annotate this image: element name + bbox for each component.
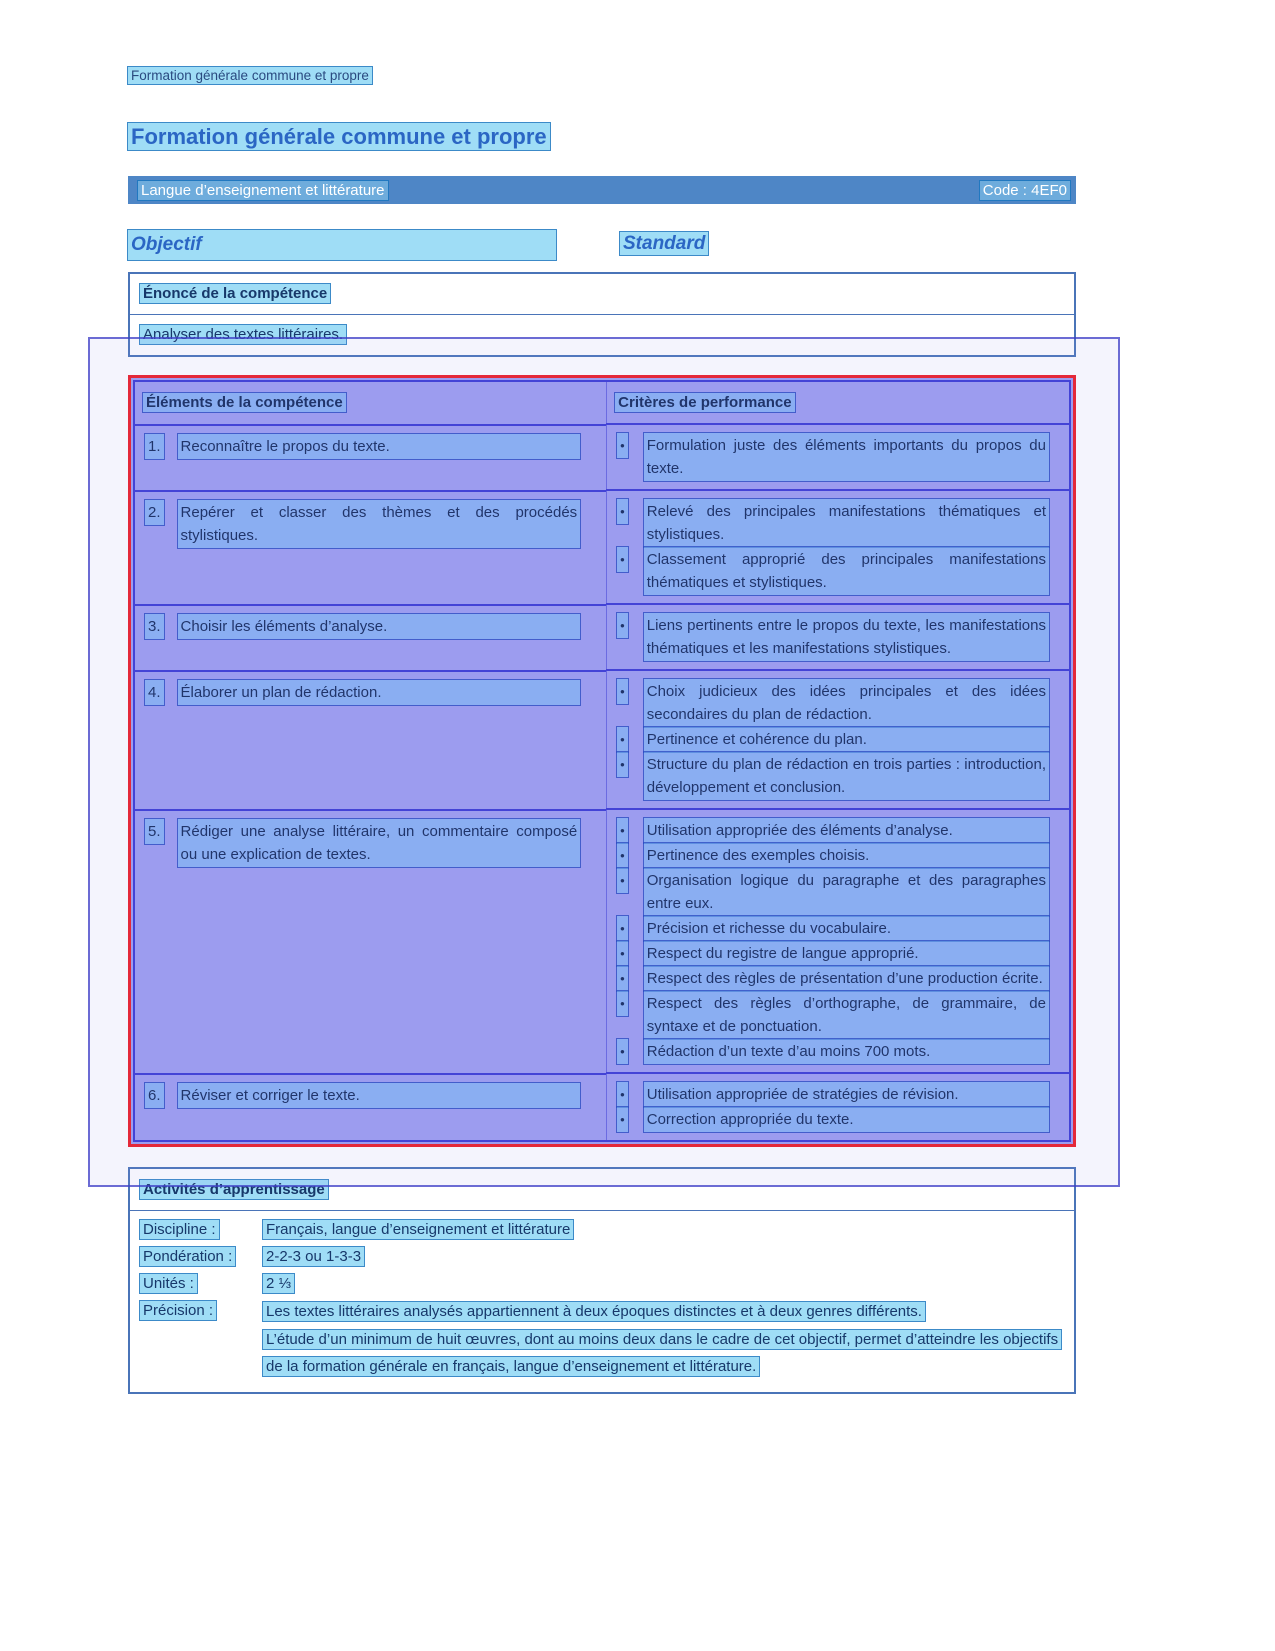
competence-table <box>133 380 1071 1142</box>
bullet-icon: • <box>617 1107 628 1132</box>
bullet-icon: • <box>617 916 628 941</box>
course-name: Langue d’enseignement et littérature <box>138 181 388 200</box>
criteria-item <box>617 843 1049 868</box>
activites-row <box>140 1244 1064 1270</box>
criteria-text: Rédaction d’un texte d’au moins 700 mots. <box>644 1039 1049 1064</box>
criteria-text: Choix judicieux des idées principales et des idées secondaires du plan de rédaction. <box>644 679 1049 727</box>
criteria-item <box>617 916 1049 941</box>
criteria-item <box>617 499 1049 547</box>
running-header <box>128 66 1076 86</box>
criteria-item <box>617 547 1049 595</box>
element-text: Repérer et classer des thèmes et des procédés stylistiques. <box>178 500 581 548</box>
page-content <box>128 0 1076 1394</box>
competence-row <box>134 490 1070 604</box>
bullet-icon: • <box>617 499 628 524</box>
criteria-item <box>617 727 1049 752</box>
criteria-text: Pertinence et cohérence du plan. <box>644 727 1049 752</box>
criteria-item <box>617 613 1049 661</box>
bullet-icon: • <box>617 679 628 704</box>
criteria-item <box>617 868 1049 916</box>
element-text: Élaborer un plan de rédaction. <box>178 680 581 705</box>
row-number: 4. <box>145 680 164 705</box>
bullet-icon: • <box>617 433 628 458</box>
criteria-text: Précision et richesse du vocabulaire. <box>644 916 1049 941</box>
criteria-text: Pertinence des exemples choisis. <box>644 843 1049 868</box>
criteria-item <box>617 1039 1049 1064</box>
criteria-text: Relevé des principales manifestations thématiques et stylistiques. <box>644 499 1049 547</box>
row-number: 2. <box>145 500 164 525</box>
bullet-icon: • <box>617 727 628 752</box>
bullet-icon: • <box>617 1082 628 1107</box>
activites-header: Activités d’apprentissage <box>130 1169 1074 1211</box>
bullet-icon: • <box>617 843 628 868</box>
enonce-header: Énoncé de la compétence <box>130 274 1074 315</box>
activites-row <box>140 1217 1064 1243</box>
competence-row <box>134 809 1070 1073</box>
bullet-icon: • <box>617 941 628 966</box>
running-header-text: Formation générale commune et propre <box>128 67 372 84</box>
course-banner <box>128 176 1076 204</box>
bullet-icon: • <box>617 966 628 991</box>
activites-value: 2 ⅓ <box>263 1271 1064 1297</box>
element-text: Rédiger une analyse littéraire, un commentaire composé ou une explication de textes. <box>178 819 581 867</box>
criteria-text: Respect des règles de présentation d’une production écrite. <box>644 966 1049 991</box>
page-title-text: Formation générale commune et propre <box>128 123 550 150</box>
criteria-item <box>617 1082 1049 1107</box>
criteria-item <box>617 752 1049 800</box>
bullet-icon: • <box>617 818 628 843</box>
criteria-text: Respect des règles d’orthographe, de grammaire, de syntaxe et de ponctuation. <box>644 991 1049 1039</box>
bullet-icon: • <box>617 752 628 777</box>
activites-value: 2-2-3 ou 1-3-3 <box>263 1244 1064 1270</box>
bullet-icon: • <box>617 991 628 1016</box>
competence-section <box>128 375 1076 1147</box>
row-number: 3. <box>145 614 164 639</box>
enonce-body: Analyser des textes littéraires. <box>130 315 1074 355</box>
competence-row <box>134 1073 1070 1141</box>
standard-heading: Standard <box>602 230 708 260</box>
criteria-item <box>617 433 1049 481</box>
criteria-text: Liens pertinents entre le propos du texte, les manifestations thématiques et les manifestations stylistiques. <box>644 613 1049 661</box>
row-number: 5. <box>145 819 164 844</box>
element-text: Choisir les éléments d’analyse. <box>178 614 581 639</box>
activites-row <box>140 1326 1064 1380</box>
bullet-icon: • <box>617 547 628 572</box>
element-text: Reconnaître le propos du texte. <box>178 434 581 459</box>
criteria-text: Utilisation appropriée de stratégies de révision. <box>644 1082 1049 1107</box>
activites-rows <box>130 1211 1074 1392</box>
activites-label: Unités : <box>140 1271 263 1297</box>
criteria-text: Organisation logique du paragraphe et des paragraphes entre eux. <box>644 868 1049 916</box>
criteres-header: Critères de performance <box>607 381 1070 424</box>
criteria-text: Classement approprié des principales manifestations thématiques et stylistiques. <box>644 547 1049 595</box>
competence-row <box>134 670 1070 809</box>
criteria-text: Structure du plan de rédaction en trois parties : introduction, développement et conclusion. <box>644 752 1049 800</box>
bullet-icon: • <box>617 1039 628 1064</box>
criteria-item <box>617 991 1049 1039</box>
elements-header: Éléments de la compétence <box>134 381 607 424</box>
course-code: Code : 4EF0 <box>980 181 1070 200</box>
activites-row <box>140 1298 1064 1325</box>
element-text: Réviser et corriger le texte. <box>178 1083 581 1108</box>
bullet-icon: • <box>617 868 628 893</box>
activites-label: Précision : <box>140 1298 263 1324</box>
row-number: 6. <box>145 1083 164 1108</box>
bullet-icon: • <box>617 613 628 638</box>
criteria-text: Respect du registre de langue approprié. <box>644 941 1049 966</box>
criteria-text: Formulation juste des éléments importants du propos du texte. <box>644 433 1049 481</box>
criteria-text: Utilisation appropriée des éléments d’analyse. <box>644 818 1049 843</box>
activites-table <box>128 1167 1076 1394</box>
page-title <box>128 122 1076 152</box>
criteria-item <box>617 1107 1049 1132</box>
competence-row <box>134 604 1070 670</box>
criteria-item <box>617 941 1049 966</box>
activites-value: Les textes littéraires analysés appartiennent à deux époques distinctes et à deux genres différents. <box>263 1298 1064 1325</box>
criteria-item <box>617 679 1049 727</box>
criteria-item <box>617 818 1049 843</box>
enonce-table <box>128 272 1076 357</box>
competence-header-row <box>134 381 1070 424</box>
column-headings <box>128 230 1076 260</box>
activites-value: Français, langue d’enseignement et littérature <box>263 1217 1064 1243</box>
activites-row <box>140 1271 1064 1297</box>
objectif-heading: Objectif <box>128 230 602 260</box>
competence-row <box>134 424 1070 490</box>
criteria-item <box>617 966 1049 991</box>
activites-label: Discipline : <box>140 1217 263 1243</box>
criteria-text: Correction appropriée du texte. <box>644 1107 1049 1132</box>
activites-label: Pondération : <box>140 1244 263 1270</box>
annotation-red-box <box>128 375 1076 1147</box>
row-number: 1. <box>145 434 164 459</box>
activites-value: L’étude d’un minimum de huit œuvres, dont au moins deux dans le cadre de cet objectif, permet d’atteindre les objectifs de la formation générale en français, langue d’enseignement et littérature. <box>263 1326 1064 1380</box>
